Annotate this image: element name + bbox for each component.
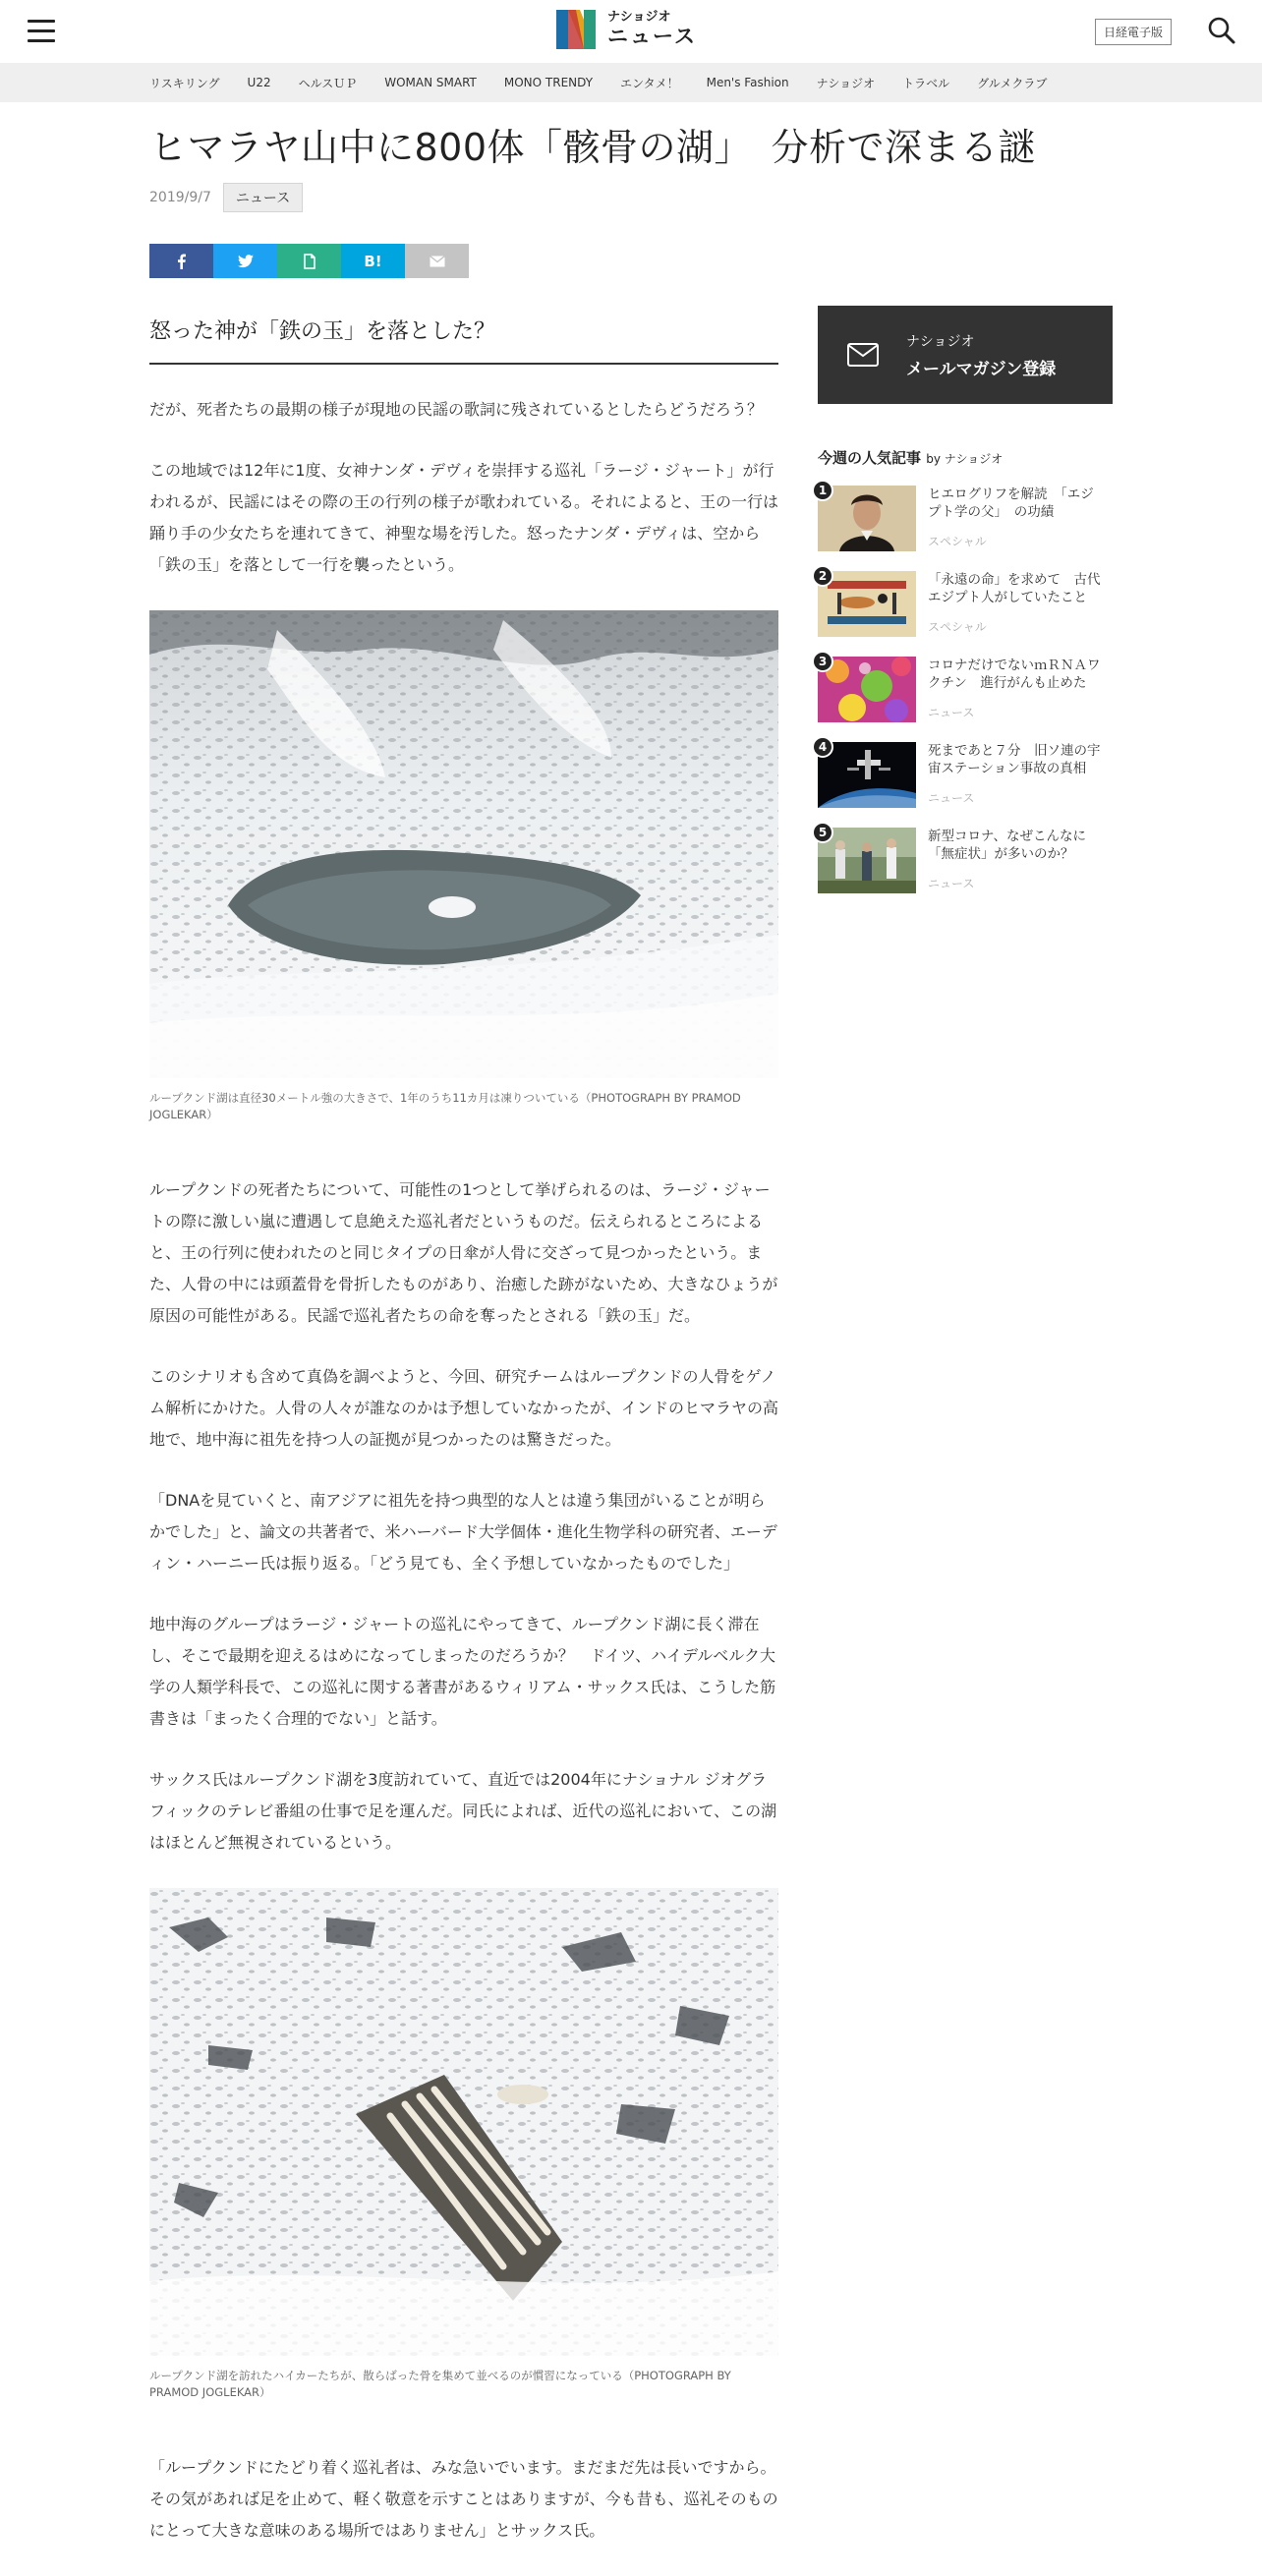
popular-item-title: ヒエログリフを解読 「エジプト学の父」 の功績 — [928, 487, 1094, 520]
popular-item-title: 死まであと７分 旧ソ連の宇宙ステーション事故の真相 — [928, 743, 1101, 776]
article-title: ヒマラヤ山中に800体「骸骨の湖」 分析で深まる謎 — [149, 126, 1037, 169]
rank-badge: 3 — [812, 651, 833, 672]
nav-item-gourmet[interactable]: グルメクラブ — [977, 76, 1048, 90]
sidebar — [818, 306, 1113, 913]
newsletter-label-small: ナショジオ — [906, 333, 975, 350]
popular-thumbnail — [818, 657, 916, 722]
logo-mark-icon — [556, 10, 596, 49]
facebook-share-button[interactable] — [149, 244, 213, 278]
popular-item-category: スペシャル — [928, 620, 987, 634]
photo-caption: ループクンド湖を訪れたハイカーたちが、散らばった骨を集めて並べるのが慣習になっている（PHOTOGRAPH BY PRAMOD JOGLEKAR） — [149, 2369, 731, 2399]
popular-item-title: 「永遠の命」を求めて 古代エジプト人がしていたこと — [928, 572, 1101, 605]
newsletter-signup-banner[interactable] — [818, 306, 1113, 404]
nav-item-mono-trendy[interactable]: MONO TRENDY — [503, 76, 594, 89]
popular-item-category: ニュース — [928, 706, 975, 719]
nav-item-travel[interactable]: トラベル — [902, 76, 950, 90]
article-date: 2019/9/7 — [149, 190, 211, 205]
site-header — [0, 0, 1262, 63]
nav-item-entame[interactable]: エンタメ！ — [620, 76, 679, 90]
search-icon[interactable] — [1207, 16, 1236, 45]
popular-item-category: ニュース — [928, 791, 975, 805]
newsletter-label: メールマガジン登録 — [906, 359, 1057, 379]
article-body — [149, 315, 778, 2576]
popular-source: by ナショジオ — [926, 452, 1004, 466]
paragraph: サックス氏はループクンド湖を3度訪れていて、直近では2004年にナショナル ジオグラフィックのテレビ番組の仕事で足を運んだ。同氏によれば、近代の巡礼において、この湖はほとんど無視されているという。 — [149, 1770, 777, 1852]
popular-item[interactable] — [818, 828, 1113, 893]
paragraph: だが、死者たちの最期の様子が現地の民謡の歌詞に残されているとしたらどうだろう？ — [149, 400, 764, 419]
photo-caption: ループクンド湖は直径30メートル強の大きさで、1年のうち11カ月は凍りついている（PHOTOGRAPH BY PRAMOD JOGLEKAR） — [149, 1091, 741, 1121]
popular-item[interactable] — [818, 742, 1113, 808]
nikkei-digital-button[interactable]: 日経電子版 — [1095, 19, 1172, 45]
popular-thumbnail — [818, 828, 916, 893]
popular-thumbnail — [818, 742, 916, 808]
twitter-icon — [238, 255, 254, 268]
category-nav — [0, 63, 1262, 102]
rank-badge: 2 — [812, 565, 833, 587]
paragraph: この地域では12年に1度、女神ナンダ・デヴィを崇拝する巡礼「ラージ・ジャート」が行われるが、民謡にはその際の王の行列の様子が歌われている。それによると、王の一行は踊り手の少女たちを連れてきて、神聖な場を汚した。怒ったナンダ・デヴィは、空から「鉄の玉」を落として一行を襲ったという。 — [149, 461, 779, 574]
popular-item-category: ニュース — [928, 877, 975, 890]
bookmark-icon — [303, 254, 316, 269]
pocket-share-button[interactable] — [277, 244, 341, 278]
paragraph: 「ループクンドにたどり着く巡礼者は、みな急いでいます。まだまだ先は長いですから。その気があれば足を止めて、軽く敬意を示すことはありますが、今も昔も、巡礼そのものにとって大きな意味のある場所ではありません」とサックス氏。 — [149, 2458, 778, 2540]
nav-item-u22[interactable]: U22 — [247, 76, 271, 89]
snowy-lake-image — [149, 610, 778, 1078]
facebook-icon — [175, 254, 189, 269]
paragraph: このシナリオも含めて真偽を調べようと、今回、研究チームはループクンドの人骨をゲノム解析にかけた。人骨の人々が誰なのかは予想していなかったが、インドのヒマラヤの高地で、地中海に祖先を持つ人の証拠が見つかったのは驚きだった。 — [149, 1367, 779, 1449]
snowy-bones-image — [149, 1888, 778, 2356]
mail-icon — [430, 256, 445, 267]
logo-subtitle: ナショジオ — [607, 10, 671, 26]
popular-item-category: スペシャル — [928, 535, 987, 548]
nav-item-health[interactable]: ヘルスＵＰ — [298, 76, 358, 90]
popular-thumbnail — [818, 486, 916, 551]
share-bar — [149, 244, 469, 278]
site-logo[interactable] — [556, 8, 697, 51]
bones-photo — [149, 1888, 778, 2356]
rank-badge: 1 — [812, 480, 833, 501]
menu-icon[interactable] — [28, 20, 55, 43]
popular-thumbnail — [818, 571, 916, 637]
hatena-share-button[interactable]: B! — [341, 244, 405, 278]
envelope-icon — [847, 343, 879, 367]
nav-item-natgeo[interactable]: ナショジオ — [816, 76, 876, 90]
article-subheading: 怒った神が「鉄の玉」を落とした？ — [149, 315, 778, 365]
lake-photo — [149, 610, 778, 1078]
popular-title: 今週の人気記事 — [818, 449, 922, 467]
rank-badge: 4 — [812, 736, 833, 758]
popular-item-title: 新型コロナ、なぜこんなに「無症状」が多いのか？ — [928, 829, 1087, 862]
article-meta — [149, 183, 303, 212]
popular-item-title: コロナだけでないｍＲＮＡワクチン 進行がんも止めた — [928, 658, 1101, 691]
popular-heading — [818, 447, 1113, 468]
logo-title: ニュース — [607, 24, 697, 48]
nav-item-woman-smart[interactable]: WOMAN SMART — [384, 76, 477, 89]
mail-share-button[interactable] — [405, 244, 469, 278]
paragraph: ループクンドの死者たちについて、可能性の1つとして挙げられるのは、ラージ・ジャートの際に激しい嵐に遭遇して息絶えた巡礼者だというものだ。伝えられるところによると、王の行列に使われたのと同じタイプの日傘が人骨に交ざって見つかったという。また、人骨の中には頭蓋骨を骨折したものがあり、治癒した跡がないため、大きなひょうが原因の可能性がある。民謡で巡礼者たちの命を奪ったとされる「鉄の玉」だ。 — [149, 1180, 778, 1325]
article-category-tag[interactable]: ニュース — [223, 183, 303, 212]
popular-item[interactable] — [818, 571, 1113, 637]
popular-item[interactable] — [818, 657, 1113, 722]
popular-item[interactable] — [818, 486, 1113, 551]
rank-badge: 5 — [812, 822, 833, 843]
twitter-share-button[interactable] — [213, 244, 277, 278]
paragraph: 「DNAを見ていくと、南アジアに祖先を持つ典型的な人とは違う集団がいることが明らかでした」と、論文の共著者で、米ハーバード大学個体・進化生物学科の研究者、エーディン・ハーニー氏は振り返る。「どう見ても、全く予想していなかったものでした」 — [149, 1491, 777, 1573]
nav-item-mens-fashion[interactable]: Men's Fashion — [706, 76, 789, 89]
paragraph: 地中海のグループはラージ・ジャートの巡礼にやってきて、ループクンド湖に長く滞在し、そこで最期を迎えるはめになってしまったのだろうか？ ドイツ、ハイデルベルク大学の人類学科長で、この巡礼に関する著書があるウィリアム・サックス氏は、こうした筋書きは「まったく合理的でない」と話す。 — [149, 1615, 776, 1728]
nav-item-reskilling[interactable]: リスキリング — [149, 76, 220, 90]
